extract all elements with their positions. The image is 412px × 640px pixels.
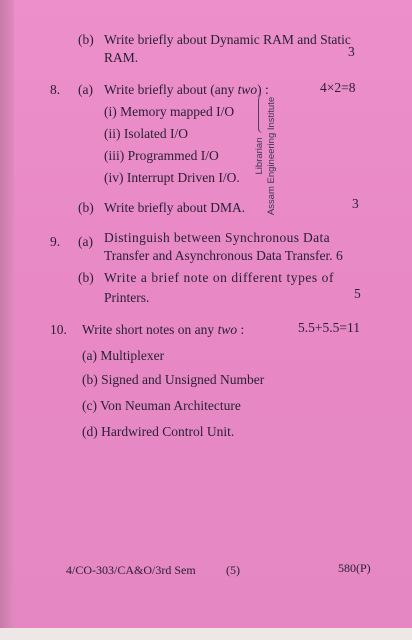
stamp-text	[254, 92, 296, 220]
q7b-text-line2: RAM.	[104, 50, 139, 65]
q9a-line2: Transfer and Asynchronous Data Transfer. 6	[104, 248, 343, 263]
q10-item-a: (a) Multiplexer	[82, 348, 165, 363]
q9b-line1: Write a brief note on different types of	[104, 270, 335, 285]
q10-item-d: (d) Hardwired Control Unit.	[82, 424, 235, 439]
footer-code: 4/CO-303/CA&O/3rd Sem	[66, 563, 196, 577]
page-bottom-edge	[0, 628, 412, 640]
q8b-label: (b)	[78, 200, 94, 215]
q10-text-em: two	[217, 322, 238, 337]
q10-marks: 5.5+5.5=11	[298, 320, 360, 335]
stamp-line-2: Assam Engineering Institute	[266, 96, 277, 216]
q10-item-c: (c) Von Neuman Architecture	[82, 398, 241, 413]
q10-text-pre: Write short notes on any	[82, 322, 218, 337]
q7b-label: (b)	[78, 32, 94, 47]
q10-number: 10.	[50, 322, 67, 337]
q8a-text-em: two	[237, 82, 258, 97]
q9a-label: (a)	[78, 234, 93, 249]
q7b-marks: 3	[348, 44, 355, 59]
q9b-marks: 5	[354, 286, 361, 301]
q8a-item-4: (iv) Interrupt Driven I/O.	[104, 170, 240, 185]
q10-text	[82, 322, 244, 338]
q8a-text	[104, 82, 269, 98]
librarian-stamp	[254, 92, 296, 220]
stamp-line-1: Librarian	[254, 137, 265, 175]
q10-item-b: (b) Signed and Unsigned Number	[82, 372, 265, 387]
q9-number: 9.	[50, 234, 61, 249]
q8a-text-post: ) :	[257, 82, 269, 97]
q8a-item-1: (i) Memory mapped I/O	[104, 104, 235, 119]
q10-text-post: :	[237, 322, 245, 337]
footer-page: (5)	[226, 563, 240, 577]
q7b-text-line1: Write briefly about Dynamic RAM and Static	[104, 32, 351, 47]
q8b-marks: 3	[352, 196, 359, 211]
q8a-item-2: (ii) Isolated I/O	[104, 126, 188, 141]
q9b-line2: Printers.	[104, 290, 150, 305]
q9b-label: (b)	[78, 270, 94, 285]
q8a-text-pre: Write briefly about (any	[104, 82, 238, 97]
q8a-label: (a)	[78, 82, 93, 97]
footer-serial: 580(P)	[338, 561, 371, 575]
q9a-line1: Distinguish between Synchronous Data	[104, 230, 330, 245]
q8b-text: Write briefly about DMA.	[104, 200, 246, 215]
q8a-item-3: (iii) Programmed I/O	[104, 148, 219, 163]
q8a-marks: 4×2=8	[320, 80, 356, 95]
page-left-edge	[0, 0, 14, 640]
q8-number: 8.	[50, 82, 61, 97]
